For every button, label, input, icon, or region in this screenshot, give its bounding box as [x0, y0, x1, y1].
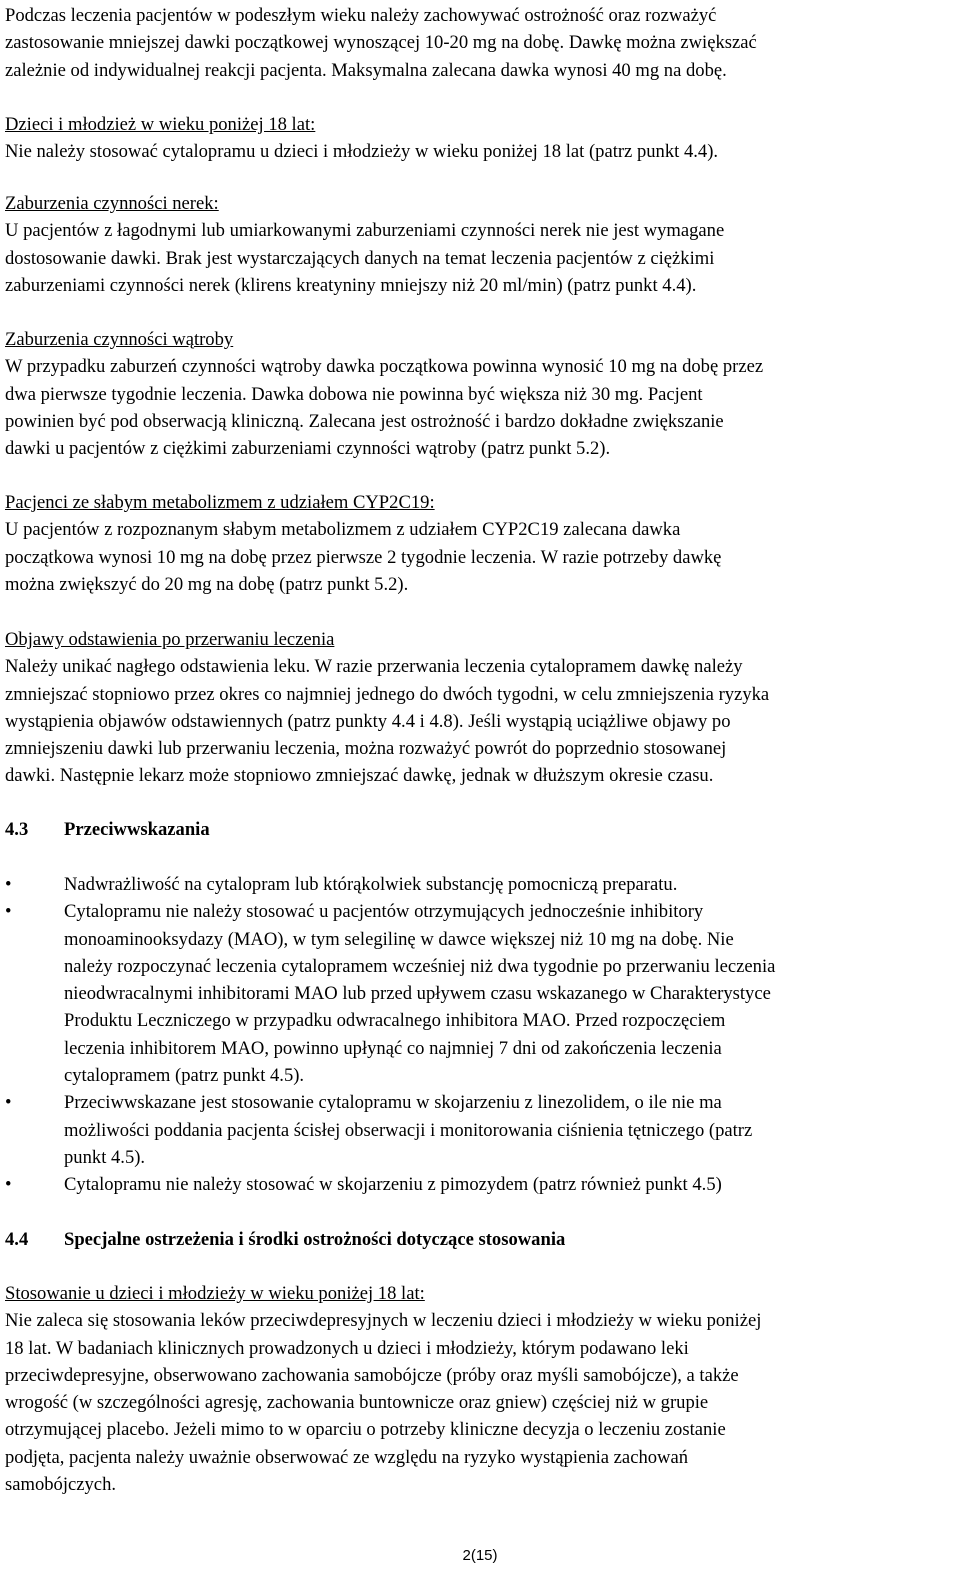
text-line: zaburzeniami czynności nerek (klirens kreatyniny mniejszy niż 20 ml/min) (patrz punkt 4.4). — [5, 274, 697, 296]
section-heading: Stosowanie u dzieci i młodzieży w wieku poniżej 18 lat: — [5, 1283, 425, 1304]
text-line: Podczas leczenia pacjentów w podeszłym wieku należy zachowywać ostrożność oraz rozważyć — [5, 5, 717, 26]
text-line: przeciwdepresyjne, obserwowano zachowania samobójcze (próby oraz myśli samobójcze), a także — [5, 1364, 739, 1386]
text-line: leczenia inhibitorem MAO, powinno upłynąć co najmniej 7 dni od zakończenia leczenia — [64, 1037, 722, 1059]
hepatic-section — [5, 326, 763, 462]
text-line: należy rozpoczynać leczenia cytalopramem wcześniej niż dwa tygodnie po przerwaniu leczenia — [64, 955, 776, 977]
text-line: Nadwrażliwość na cytalopram lub którąkolwiek substancję pomocniczą preparatu. — [64, 874, 678, 895]
text-line: można zwiększyć do 20 mg na dobę (patrz punkt 5.2). — [5, 573, 409, 595]
list-item — [5, 1171, 775, 1198]
section-heading: Zaburzenia czynności nerek: — [5, 193, 219, 214]
text-line: U pacjentów z rozpoznanym słabym metabolizmem z udziałem CYP2C19 zalecana dawka — [5, 519, 681, 541]
text-line: Cytalopramu nie należy stosować u pacjentów otrzymujących jednocześnie inhibitory — [64, 901, 704, 923]
section-heading: Dzieci i młodzież w wieku poniżej 18 lat: — [5, 114, 316, 135]
list-item — [5, 871, 775, 898]
text-line: dawki u pacjentów z ciężkimi zaburzeniami czynności wątroby (patrz punkt 5.2). — [5, 438, 611, 460]
text-line: powinien być pod obserwacją kliniczną. Zalecana jest ostrożność i bardzo dokładne zwiększanie — [5, 410, 724, 432]
contraindications-list — [5, 871, 775, 1199]
text-line: Nie należy stosować cytalopramu u dzieci i młodzieży w wieku poniżej 18 lat (patrz punkt 4.4). — [5, 141, 719, 163]
children-section — [5, 111, 718, 166]
text-line: zastosowanie mniejszej dawki początkowej wynoszącej 10-20 mg na dobę. Dawkę można zwiększać — [5, 32, 757, 54]
text-line: otrzymującej placebo. Jeżeli mimo to w oparciu o potrzeby kliniczne decyzja o leczeniu zostanie — [5, 1419, 726, 1441]
cyp-section — [5, 489, 721, 598]
section-title: Przeciwwskazania — [64, 819, 210, 840]
section-title: Specjalne ostrzeżenia i środki ostrożności dotyczące stosowania — [64, 1229, 566, 1250]
section-number: 4.4 — [5, 1229, 29, 1250]
bullet-icon: • — [5, 1174, 12, 1196]
text-line: Należy unikać nagłego odstawienia leku. W razie przerwania leczenia cytalopramem dawkę należy — [5, 656, 743, 678]
text-line: początkowa wynosi 10 mg na dobę przez pierwsze 2 tygodnie leczenia. W razie potrzeby dawkę — [5, 546, 722, 568]
section-4-3-heading — [5, 816, 210, 843]
text-line: cytalopramem (patrz punkt 4.5). — [64, 1065, 305, 1087]
text-line: dwa pierwsze tygodnie leczenia. Dawka dobowa nie powinna być większa niż 30 mg. Pacjent — [5, 383, 703, 405]
section-4-4-heading — [5, 1226, 565, 1253]
pediatric-section — [5, 1280, 761, 1498]
text-line: dostosowanie dawki. Brak jest wystarczających danych na temat leczenia pacjentów z ciężkimi — [5, 247, 715, 269]
text-line: Produktu Leczniczego w przypadku odwracalnego inhibitora MAO. Przed rozpoczęciem — [64, 1010, 726, 1032]
text-line: możliwości poddania pacjenta ścisłej obserwacji i monitorowania ciśnienia tętniczego (patrz — [64, 1119, 753, 1141]
text-line: Nie zaleca się stosowania leków przeciwdepresyjnych w leczeniu dzieci i młodzieży w wieku poniżej — [5, 1310, 762, 1332]
text-line: wrogość (w szczególności agresję, zachowania buntownicze oraz gniew) częściej niż w grupie — [5, 1392, 709, 1414]
section-heading: Objawy odstawienia po przerwaniu leczenia — [5, 629, 335, 650]
text-line: zmniejszać stopniowo przez okres co najmniej jednego do dwóch tygodni, w celu zmniejszenia ryzyka — [5, 683, 770, 705]
text-line: U pacjentów z łagodnymi lub umiarkowanymi zaburzeniami czynności nerek nie jest wymagane — [5, 220, 725, 242]
bullet-icon: • — [5, 874, 12, 895]
text-line: W przypadku zaburzeń czynności wątroby dawka początkowa powinna wynosić 10 mg na dobę przez — [5, 356, 764, 378]
list-item — [5, 898, 775, 1089]
text-line: nieodwracalnymi inhibitorami MAO lub przed upływem czasu wskazanego w Charakterystyce — [64, 983, 771, 1005]
text-line: punkt 4.5). — [64, 1146, 146, 1168]
text-line: samobójczych. — [5, 1474, 117, 1496]
text-line: zmniejszeniu dawki lub przerwaniu leczenia, można rozważyć powrót do poprzednio stosowanej — [5, 738, 727, 760]
list-item — [5, 1089, 775, 1171]
text-line: Cytalopramu nie należy stosować w skojarzeniu z pimozydem (patrz również punkt 4.5) — [64, 1174, 722, 1196]
page-number: 2(15) — [462, 1547, 498, 1564]
bullet-icon: • — [5, 1092, 12, 1114]
section-heading: Pacjenci ze słabym metabolizmem z udziałem CYP2C19: — [5, 492, 435, 513]
intro-paragraph — [5, 2, 757, 84]
text-line: 18 lat. W badaniach klinicznych prowadzonych u dzieci i młodzieży, którym podawano leki — [5, 1337, 689, 1359]
section-number: 4.3 — [5, 819, 29, 840]
text-line: Przeciwwskazane jest stosowanie cytalopramu w skojarzeniu z linezolidem, o ile nie ma — [64, 1092, 722, 1114]
text-line: dawki. Następnie lekarz może stopniowo zmniejszać dawkę, jednak w dłuższym okresie czasu. — [5, 765, 714, 787]
renal-section — [5, 190, 724, 299]
text-line: podjęta, pacjenta należy uważnie obserwować ze względu na ryzyko wystąpienia zachowań — [5, 1446, 689, 1468]
text-line: zależnie od indywidualnej reakcji pacjenta. Maksymalna zalecana dawka wynosi 40 mg na dobę. — [5, 59, 727, 81]
section-heading: Zaburzenia czynności wątroby — [5, 329, 234, 350]
withdrawal-section — [5, 626, 769, 790]
bullet-icon: • — [5, 901, 12, 923]
text-line: wystąpienia objawów odstawiennych (patrz punkty 4.4 i 4.8). Jeśli wystąpią uciążliwe objawy po — [5, 710, 731, 732]
text-line: monoaminooksydazy (MAO), w tym selegilinę w dawce większej niż 10 mg na dobę. Nie — [64, 928, 734, 950]
